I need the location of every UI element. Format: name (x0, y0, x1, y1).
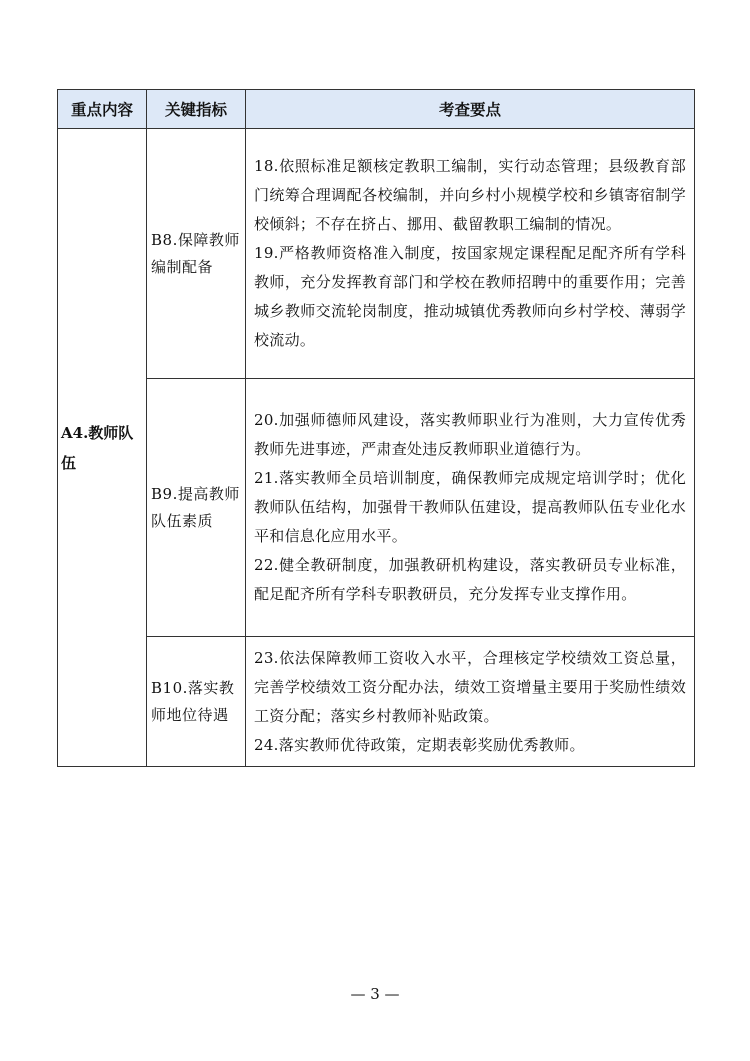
table-row (58, 379, 695, 637)
point-item: 24.落实教师优待政策，定期表彰奖励优秀教师。 (254, 735, 585, 754)
evaluation-table (57, 89, 695, 767)
header-focus: 重点内容 (58, 90, 147, 129)
indicator-cell: B8.保障教师编制配备 (147, 129, 246, 379)
header-points: 考查要点 (246, 90, 695, 129)
indicator-cell: B9.提高教师队伍素质 (147, 379, 246, 637)
indicator-cell: B10.落实教师地位待遇 (147, 637, 246, 767)
focus-cell: A4.教师队伍 (58, 129, 147, 767)
point-item: 22.健全教研制度，加强教研机构建设，落实教研员专业标准，配足配齐所有学科专职教研员，充分发挥专业支撑作用。 (254, 556, 686, 603)
points-cell (246, 379, 695, 637)
point-item: 20.加强师德师风建设，落实教师职业行为准则，大力宣传优秀教师先进事迹，严肃查处违反教师职业道德行为。 (254, 411, 686, 458)
point-item: 23.依法保障教师工资收入水平，合理核定学校绩效工资总量，完善学校绩效工资分配办法，绩效工资增量主要用于奖励性绩效工资分配；落实乡村教师补贴政策。 (254, 648, 686, 725)
point-item: 19.严格教师资格准入制度，按国家规定课程配足配齐所有学科教师，充分发挥教育部门和学校在教师招聘中的重要作用；完善城乡教师交流轮岗制度，推动城镇优秀教师向乡村学校、薄弱学校流动。 (254, 244, 686, 349)
page-number: — 3 — (350, 985, 400, 1003)
table-row (58, 129, 695, 379)
table-header-row (58, 90, 695, 129)
header-indicator: 关键指标 (147, 90, 246, 129)
points-cell (246, 129, 695, 379)
point-item: 18.依照标准足额核定教职工编制，实行动态管理；县级教育部门统筹合理调配各校编制，并向乡村小规模学校和乡镇寄宿制学校倾斜；不存在挤占、挪用、截留教职工编制的情况。 (254, 157, 686, 233)
table-row (58, 637, 695, 767)
point-item: 21.落实教师全员培训制度，确保教师完成规定培训学时；优化教师队伍结构，加强骨干教师队伍建设，提高教师队伍专业化水平和信息化应用水平。 (254, 469, 686, 545)
points-cell (246, 637, 695, 767)
